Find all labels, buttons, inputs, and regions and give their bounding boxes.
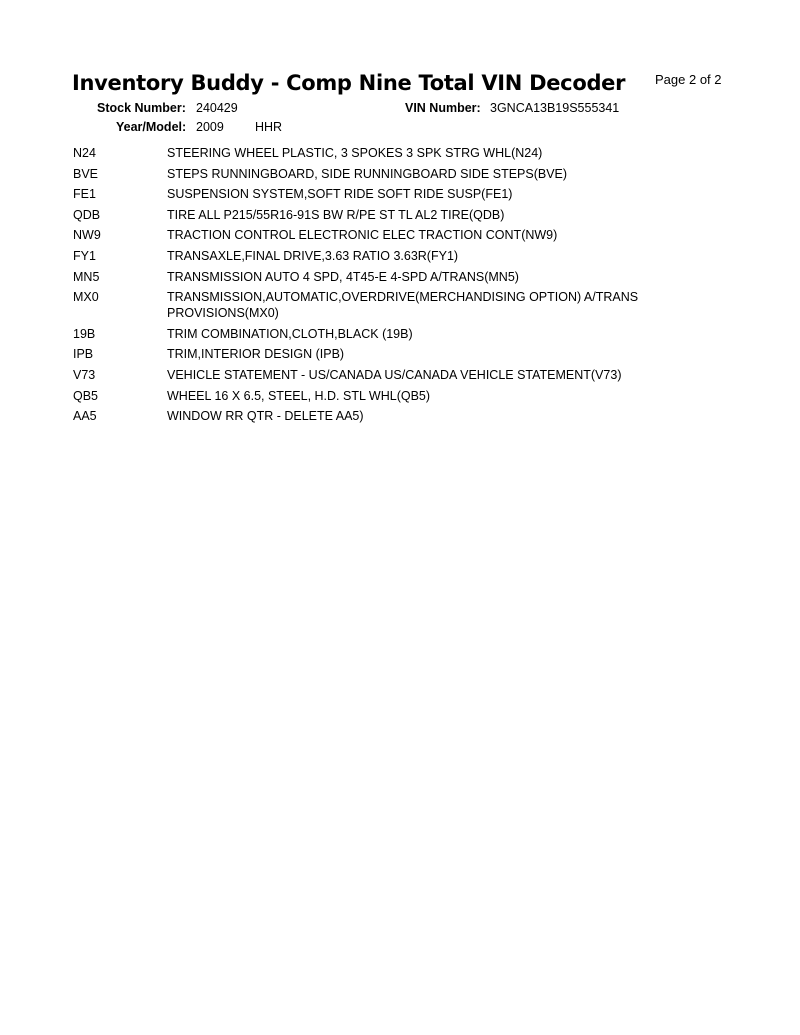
vin-number-value: 3GNCA13B19S555341 bbox=[490, 101, 620, 115]
option-description: TRANSMISSION AUTO 4 SPD, 4T45-E 4-SPD A/TRANS(MN5) bbox=[167, 269, 519, 284]
model-value: HHR bbox=[255, 120, 283, 134]
option-description: VEHICLE STATEMENT - US/CANADA US/CANADA VEHICLE STATEMENT(V73) bbox=[167, 367, 622, 382]
vin-number-label: VIN Number: bbox=[405, 101, 481, 115]
year-value: 2009 bbox=[196, 120, 224, 134]
stock-number-value: 240429 bbox=[196, 101, 238, 115]
option-description: SUSPENSION SYSTEM,SOFT RIDE SOFT RIDE SUSP(FE1) bbox=[167, 187, 513, 202]
option-row bbox=[73, 248, 713, 264]
page-number: Page 2 of 2 bbox=[655, 72, 722, 87]
option-code: QB5 bbox=[73, 388, 99, 403]
option-description: STEPS RUNNINGBOARD, SIDE RUNNINGBOARD SIDE STEPS(BVE) bbox=[167, 166, 568, 181]
option-list bbox=[73, 145, 713, 429]
option-row bbox=[73, 408, 713, 424]
option-description: WHEEL 16 X 6.5, STEEL, H.D. STL WHL(QB5) bbox=[167, 388, 431, 403]
option-row bbox=[73, 346, 713, 362]
option-row bbox=[73, 186, 713, 202]
option-row bbox=[73, 269, 713, 285]
option-code: BVE bbox=[73, 166, 99, 181]
option-code: V73 bbox=[73, 367, 96, 382]
option-code: FY1 bbox=[73, 248, 96, 263]
option-code: QDB bbox=[73, 207, 101, 222]
option-row bbox=[73, 166, 713, 182]
option-description: TRANSAXLE,FINAL DRIVE,3.63 RATIO 3.63R(FY1) bbox=[167, 248, 459, 263]
option-code: 19B bbox=[73, 326, 96, 341]
option-code: NW9 bbox=[73, 228, 101, 243]
option-code: MX0 bbox=[73, 290, 99, 305]
option-code: N24 bbox=[73, 146, 96, 160]
option-description: TRIM,INTERIOR DESIGN (IPB) bbox=[167, 347, 345, 362]
option-code: MN5 bbox=[73, 269, 100, 284]
year-model-label: Year/Model: bbox=[116, 120, 187, 134]
option-description: WINDOW RR QTR - DELETE AA5) bbox=[167, 409, 364, 424]
option-description: STEERING WHEEL PLASTIC, 3 SPOKES 3 SPK STRG WHL(N24) bbox=[167, 146, 543, 160]
option-code: IPB bbox=[73, 347, 94, 362]
option-row bbox=[73, 388, 713, 404]
option-code: FE1 bbox=[73, 187, 96, 202]
option-description: TRACTION CONTROL ELECTRONIC ELEC TRACTION CONT(NW9) bbox=[167, 228, 558, 243]
option-description: TRIM COMBINATION,CLOTH,BLACK (19B) bbox=[167, 326, 413, 341]
option-code: AA5 bbox=[73, 409, 97, 424]
option-row bbox=[73, 145, 713, 161]
option-row bbox=[73, 289, 713, 321]
option-row bbox=[73, 227, 713, 243]
stock-number-label: Stock Number: bbox=[97, 101, 186, 115]
option-description: TIRE ALL P215/55R16-91S BW R/PE ST TL AL2 TIRE(QDB) bbox=[167, 207, 505, 222]
option-description: TRANSMISSION,AUTOMATIC,OVERDRIVE(MERCHANDISING OPTION) A/TRANS PROVISIONS(MX0) bbox=[167, 290, 639, 321]
page-title: Inventory Buddy - Comp Nine Total VIN Decoder bbox=[72, 71, 626, 95]
option-row bbox=[73, 326, 713, 342]
option-row bbox=[73, 367, 713, 383]
option-row bbox=[73, 207, 713, 223]
